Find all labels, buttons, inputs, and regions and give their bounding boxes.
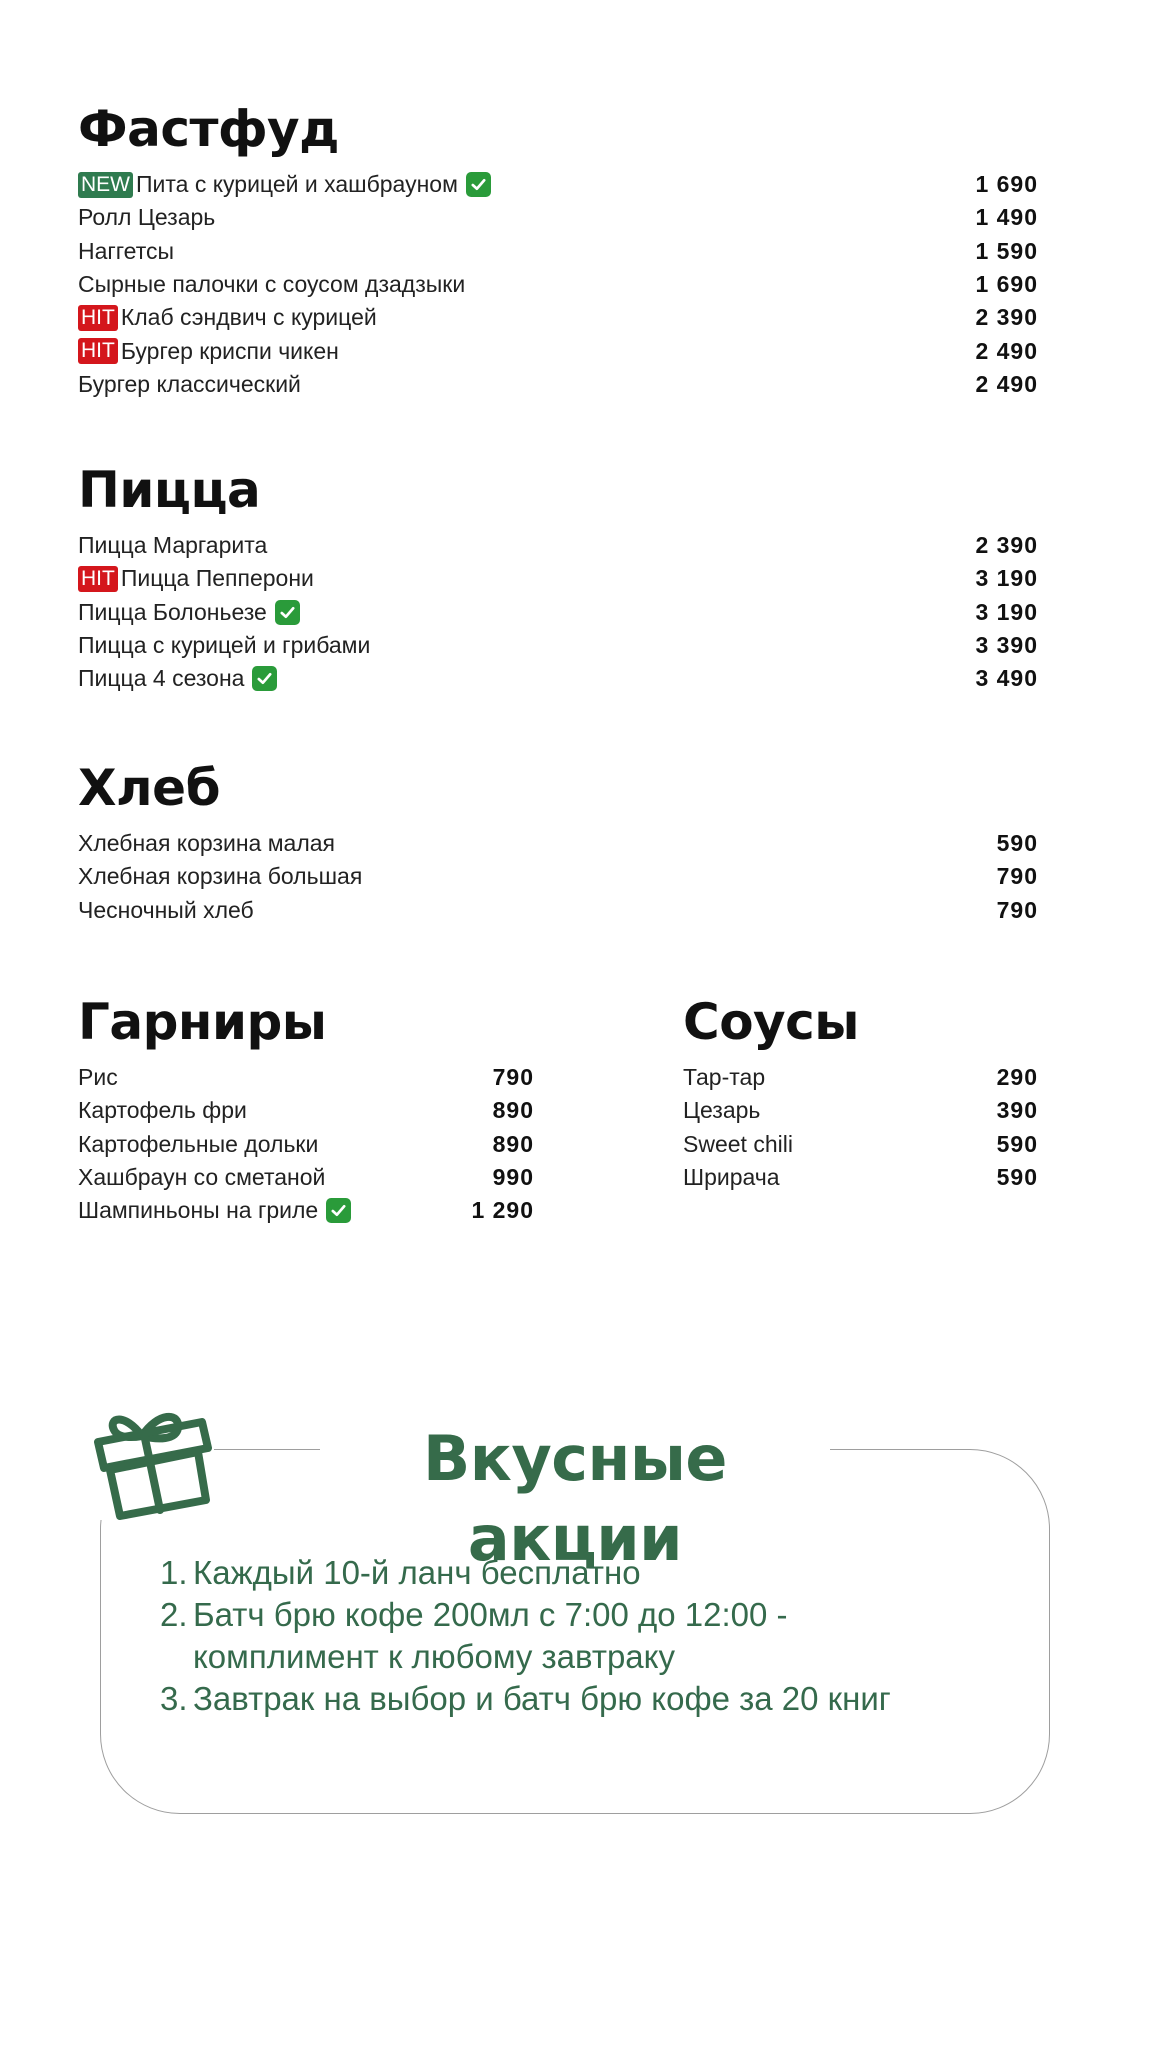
menu-item [78,1061,534,1094]
menu-item [78,1094,534,1127]
menu-item-label: Хлебная корзина малая [78,830,335,857]
menu-item-name [78,304,377,331]
menu-item-name [78,830,335,857]
menu-item [78,562,1038,595]
hit-badge: HIT [78,338,118,364]
menu-item [78,1161,534,1194]
menu-item-label: Пицца Болоньезе [78,598,267,625]
checkmark-icon [326,1198,351,1223]
menu-item-name [78,897,254,924]
menu-item-price: 390 [996,1097,1038,1124]
menu-item-price: 890 [492,1130,534,1157]
promo-item [160,1678,891,1720]
section-sauces [683,993,1038,1194]
menu-item-price: 590 [996,1164,1038,1191]
section-pizza [78,461,1038,695]
menu-item-label: Ролл Цезарь [78,204,216,231]
menu-item-price: 1 590 [975,237,1038,264]
menu-item-price: 790 [996,863,1038,890]
menu-item-price: 1 490 [975,204,1038,231]
menu-item-label: Пита с курицей и хашбрауном [136,171,458,198]
promo-item-number: 1. [160,1554,188,1591]
menu-item-price: 890 [492,1097,534,1124]
menu-item [78,827,1038,860]
promo-title: Вкусные акции [320,1419,830,1499]
menu-item [78,168,1038,201]
menu-item-name [78,532,267,559]
menu-item-price: 2 490 [975,370,1038,397]
menu-item-name [78,271,465,298]
menu-item-price: 3 190 [975,565,1038,592]
menu-item [683,1061,1038,1094]
menu-item-label: Рис [78,1064,118,1091]
menu-item-label: Хлебная корзина большая [78,863,363,890]
menu-item-name [78,665,277,692]
menu-item [78,1194,534,1227]
menu-item-name [78,1097,247,1124]
promo-item-text: Батч брю кофе 200мл с 7:00 до 12:00 - комплимент к любому завтраку [193,1596,788,1675]
section-title: Хлеб [78,759,220,817]
menu-item-price: 3 190 [975,598,1038,625]
menu-item [683,1161,1038,1194]
menu-item-label: Пицца Маргарита [78,532,268,559]
menu-item-name [78,1131,318,1158]
gift-icon [84,1390,214,1520]
menu-item-label: Шампиньоны на гриле [78,1197,319,1224]
section-title: Пицца [78,461,261,519]
menu-item [78,629,1038,662]
menu-item-label: Пицца с курицей и грибами [78,632,371,659]
menu-item-price: 2 390 [975,304,1038,331]
checkmark-icon [275,600,300,625]
section-sides [78,993,534,1227]
menu-item [78,662,1038,695]
menu-item-price: 2 390 [975,532,1038,559]
menu-item-label: Шрирача [683,1164,780,1191]
promo-item-number: 3. [160,1680,188,1717]
menu-item-label: Наггетсы [78,237,175,264]
menu-item [78,368,1038,401]
menu-item-price: 990 [492,1164,534,1191]
promo-list [160,1552,891,1720]
menu-list [78,827,1038,927]
menu-list [78,1061,534,1227]
section-title: Гарниры [78,993,327,1051]
hit-badge: HIT [78,566,118,592]
menu-item [78,268,1038,301]
menu-item-price: 2 490 [975,337,1038,364]
promo-item [160,1594,891,1678]
section-title: Фастфуд [78,100,340,158]
menu-item-price: 790 [492,1064,534,1091]
menu-item-label: Картофельные дольки [78,1130,319,1157]
menu-item-price: 1 690 [975,171,1038,198]
menu-item-label: Цезарь [683,1097,761,1124]
menu-item [683,1094,1038,1127]
menu-item-name [683,1164,780,1191]
menu-item-label: Чесночный хлеб [78,896,254,923]
menu-item-name [683,1131,793,1158]
menu-item-price: 590 [996,1130,1038,1157]
section-fastfood [78,100,1038,401]
menu-item-name [78,238,174,265]
section-title: Соусы [683,993,859,1051]
menu-item-label: Пицца 4 сезона [78,665,245,692]
menu-item-name [78,863,362,890]
section-bread [78,759,1038,927]
menu-item [78,235,1038,268]
menu-item [78,860,1038,893]
new-badge: NEW [78,172,133,198]
menu-item [78,1128,534,1161]
menu-item-label: Клаб сэндвич с курицей [120,304,377,331]
menu-item [78,596,1038,629]
menu-item-name [78,599,300,626]
menu-item [78,301,1038,334]
menu-item-price: 290 [996,1064,1038,1091]
menu-item-name [78,204,215,231]
menu-item-price: 1 290 [471,1197,534,1224]
menu-item-label: Картофель фри [78,1097,247,1124]
menu-item-name [78,565,314,592]
menu-item-label: Пицца Пепперони [120,565,314,592]
menu-item-price: 590 [996,830,1038,857]
checkmark-icon [252,666,277,691]
menu-item [78,334,1038,367]
menu-item-price: 790 [996,896,1038,923]
menu-item-name [683,1097,760,1124]
menu-item-price: 1 690 [975,271,1038,298]
menu-item-name [78,171,491,198]
promo-item-text: Каждый 10-й ланч бесплатно [193,1554,641,1591]
menu-item-price: 3 490 [975,665,1038,692]
menu-item-label: Сырные палочки с соусом дзадзыки [78,271,466,298]
menu-item-name [78,632,370,659]
menu-item-name [78,1064,118,1091]
menu-item [78,201,1038,234]
menu-item-name [78,1197,351,1224]
promo-item [160,1552,891,1594]
menu-list [683,1061,1038,1194]
menu-item [683,1128,1038,1161]
menu-item-price: 3 390 [975,632,1038,659]
promo-item-number: 2. [160,1596,188,1633]
menu-item-name [683,1064,765,1091]
menu-item-label: Бургер криспи чикен [120,337,339,364]
menu-item [78,894,1038,927]
menu-item-name [78,1164,325,1191]
hit-badge: HIT [78,305,118,331]
promo-item-text: Завтрак на выбор и батч брю кофе за 20 книг [193,1680,891,1717]
menu-item-label: Хашбраун со сметаной [78,1164,326,1191]
menu-item-label: Бургер классический [78,370,301,397]
menu-item [78,529,1038,562]
menu-item-name [78,371,301,398]
menu-item-name [78,338,339,365]
checkmark-icon [466,172,491,197]
menu-item-label: Тар-тар [683,1064,766,1091]
menu-item-label: Sweet chili [683,1130,793,1157]
menu-list [78,529,1038,695]
menu-list [78,168,1038,401]
